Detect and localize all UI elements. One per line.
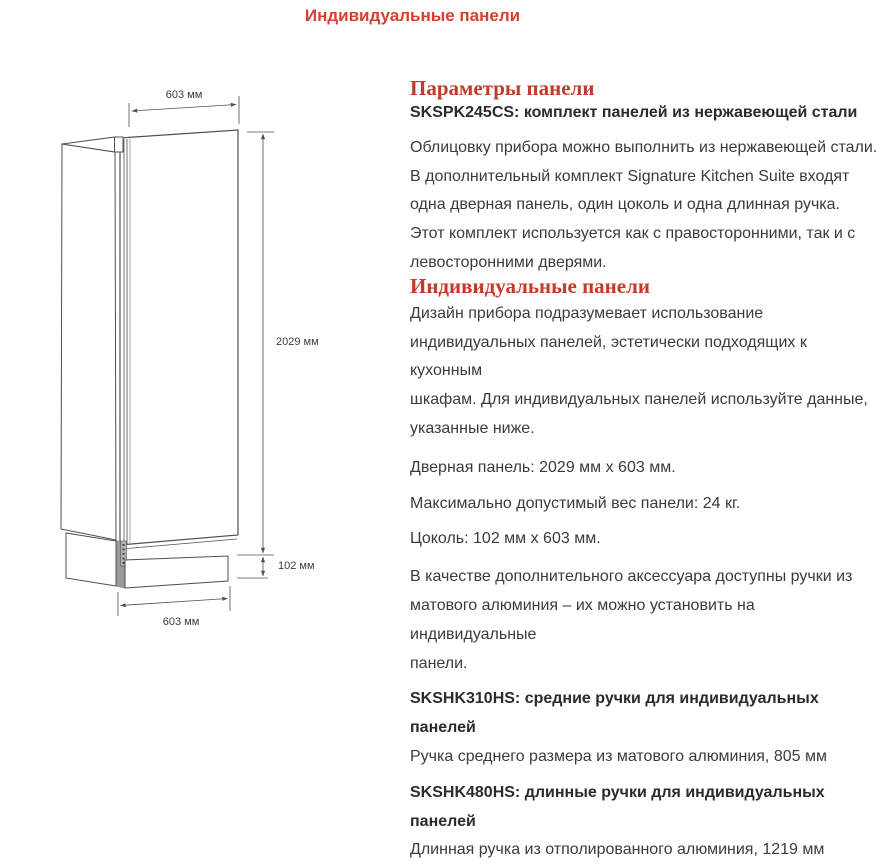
dim-label-height: 2029 мм	[276, 336, 319, 348]
paragraph-line: указанные ниже.	[410, 420, 535, 438]
product-code-skshk310hs: SKSHK310HS: средние ручки для индивидуальных панелей	[410, 690, 819, 737]
params-paragraph	[410, 134, 882, 278]
handle-description: Длинная ручка из отполированного алюминия, 1219 мм	[410, 841, 825, 859]
accessory-paragraph	[410, 563, 882, 678]
dim-bottom-line	[121, 599, 228, 606]
section-heading-custom-panels: Индивидуальные панели	[410, 273, 650, 298]
handle-description: Ручка среднего размера из матового алюминия, 805 мм	[410, 748, 827, 766]
paragraph-line: В качестве дополнительного аксессуара доступны ручки из	[410, 568, 853, 586]
paragraph-line: шкафам. Для индивидуальных панелей используйте данные,	[410, 391, 868, 409]
spec-max-weight: Максимально допустимый вес панели: 24 кг.	[410, 494, 741, 512]
paragraph-line: Дизайн прибора подразумевает использование	[410, 304, 764, 322]
paragraph-line: левосторонними дверями.	[410, 253, 607, 271]
plinth-side-face	[66, 533, 116, 586]
door-front-face	[120, 130, 238, 545]
product-code-skspk245cs: SKSPK245CS: комплект панелей из нержавеющей стали	[410, 104, 858, 122]
page-title: Индивидуальные панели	[304, 6, 521, 25]
product-code-skshk480hs: SKSHK480HS: длинные ручки для индивидуальных панелей	[410, 783, 825, 830]
paragraph-line: В дополнительный комплект Signature Kitchen Suite входят	[410, 167, 850, 185]
paragraph-line: одна дверная панель, один цоколь и одна длинная ручка.	[410, 196, 840, 214]
dim-top-line	[132, 105, 236, 112]
spec-plinth: Цоколь: 102 мм x 603 мм.	[410, 530, 601, 548]
panel-technical-drawing	[0, 0, 350, 738]
paragraph-line: матового алюминия – их можно установить на индивидуальные	[410, 597, 755, 643]
door-top-hinge	[115, 137, 124, 152]
dim-label-top-width: 603 мм	[165, 89, 203, 101]
section-heading-panel-parameters: Параметры панели	[410, 76, 595, 100]
spec-door-panel: Дверная панель: 2029 мм x 603 мм.	[410, 458, 676, 476]
paragraph-line: панели.	[410, 654, 468, 672]
paragraph-line: Этот комплект используется как с правосторонними, так и с	[410, 225, 856, 243]
dim-label-bottom-width: 603 мм	[162, 616, 200, 628]
handle-item-skshk480hs	[410, 779, 882, 865]
handle-item-skshk310hs	[410, 685, 882, 771]
dim-label-plinth-height: 102 мм	[278, 560, 315, 572]
custom-panels-paragraph	[410, 300, 882, 444]
paragraph-line: Облицовку прибора можно выполнить из нержавеющей стали.	[410, 138, 878, 156]
plinth-front-face	[125, 556, 228, 588]
cabinet-side-face	[61, 144, 116, 540]
paragraph-line: индивидуальных панелей, эстетически подходящих к кухонным	[410, 333, 807, 380]
text-column	[410, 70, 882, 865]
